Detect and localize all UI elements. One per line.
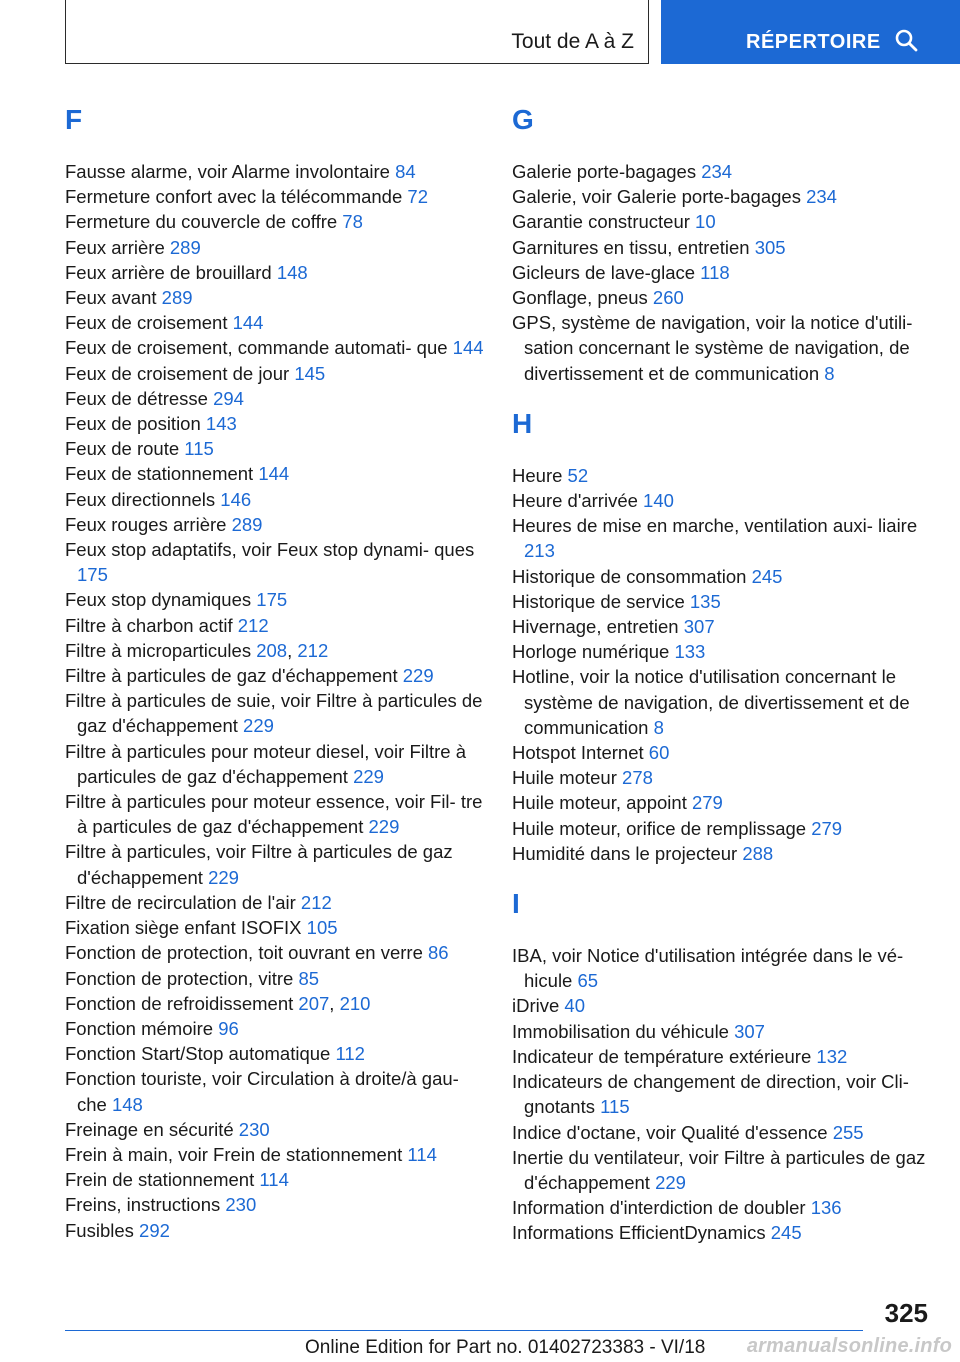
page-link[interactable]: 114 [407, 1143, 437, 1165]
page-link[interactable]: 234 [701, 161, 733, 182]
section-letter: I [512, 888, 520, 920]
page-link[interactable]: 234 [806, 186, 837, 208]
index-entry [512, 1145, 932, 1195]
index-entry [512, 841, 932, 866]
index-entry [512, 639, 932, 664]
index-entry [65, 1041, 485, 1066]
index-entry [65, 461, 485, 486]
index-entry [65, 260, 485, 285]
index-entry [512, 790, 932, 815]
index-entry-text: Heure [512, 464, 563, 486]
index-entry [65, 663, 485, 688]
footer-divider [65, 1330, 863, 1331]
index-entry-text: iDrive [512, 995, 560, 1017]
page-link[interactable]: 115 [184, 438, 214, 460]
index-entry [65, 537, 485, 587]
index-entry-text: Filtre à particules de gaz d'échappement [65, 665, 398, 687]
index-entry-text: Indicateurs de changement de direction, voir Cli‐ gnotants [512, 1071, 909, 1118]
index-entry [65, 512, 485, 537]
page-link[interactable]: 144 [232, 312, 264, 334]
index-entry-text: Hivernage, entretien [512, 616, 679, 638]
page-link[interactable]: 112 [335, 1043, 365, 1065]
index-entry-text: Feux de croisement, commande automati‐ que [65, 337, 448, 359]
page-link[interactable]: 229 [655, 1171, 686, 1193]
index-entry [512, 235, 932, 260]
index-entry-text: Horloge numérique [512, 641, 670, 663]
footer-edition-text: Online Edition for Part no. 01402723383 - VI/18 [305, 1337, 706, 1358]
index-entry-text: Fermeture confort avec la télécommande [65, 186, 403, 208]
page-link[interactable]: 260 [652, 287, 684, 309]
page-link[interactable]: 96 [218, 1017, 239, 1039]
index-entry [512, 260, 932, 285]
page-link[interactable]: 72 [407, 186, 428, 208]
index-entry [65, 386, 485, 411]
index-entry-text: Freinage en sécurité [65, 1118, 234, 1140]
index-entry [65, 361, 485, 386]
index-entry-text: Fonction de refroidissement [65, 992, 294, 1014]
index-entry-text: Fonction touriste, voir Circulation à droite/à gau‐ che [65, 1068, 459, 1115]
index-entry: Filtre à microparticules 208, 212 [65, 639, 329, 661]
index-entry [65, 1192, 485, 1217]
page-link[interactable]: 143 [205, 413, 237, 435]
index-entry [65, 335, 485, 360]
index-entry-text: Frein de stationnement [65, 1169, 255, 1191]
index-entry [65, 235, 485, 260]
index-entry-text: Garnitures en tissu, entretien [512, 236, 750, 258]
page-link[interactable]: 140 [643, 490, 674, 512]
page-link[interactable]: 118 [700, 261, 730, 283]
page-link[interactable]: 10 [695, 211, 716, 233]
index-entry-text: Filtre de recirculation de l'air [65, 891, 296, 913]
index-entry [512, 310, 932, 386]
index-entry [512, 816, 932, 841]
page-link[interactable]: 294 [213, 387, 244, 409]
index-entry-text: Garantie constructeur [512, 211, 690, 233]
index-entry-text: Fonction de protection, toit ouvrant en verre [65, 942, 423, 964]
page-link[interactable]: 135 [689, 590, 721, 612]
page-link[interactable]: 230 [225, 1194, 257, 1216]
page-link[interactable]: 105 [306, 917, 338, 939]
index-entry-text: Hotline, voir la notice d'utilisation concernant le système de navigation, de divertissement et de communication [512, 666, 910, 738]
page-link[interactable]: 210 [339, 992, 371, 1014]
index-entry-text: Feux de croisement de jour [65, 362, 290, 384]
index-entry-text: Indice d'octane, voir Qualité d'essence [512, 1121, 828, 1143]
page-link[interactable]: 136 [810, 1197, 842, 1219]
index-entry [512, 993, 932, 1018]
page-link[interactable]: 245 [770, 1222, 802, 1244]
index-entry [65, 411, 485, 436]
section-letter: F [65, 104, 83, 135]
index-entry [65, 310, 485, 335]
index-column-right [512, 103, 932, 1267]
index-entry-text: Feux rouges arrière [65, 513, 227, 535]
index-entry-text: Fonction Start/Stop automatique [65, 1043, 331, 1065]
index-entry [512, 614, 932, 639]
index-entry-text: IBA, voir Notice d'utilisation intégrée dans le vé‐ hicule [512, 945, 904, 992]
index-entry [512, 463, 932, 488]
index-entry-text: Filtre à microparticules [65, 639, 252, 661]
page-link[interactable]: 78 [342, 211, 363, 233]
index-entry-text: Huile moteur, appoint [512, 792, 687, 814]
page-link[interactable]: 229 [208, 866, 239, 888]
page-link[interactable]: 133 [674, 641, 706, 663]
index-section-f [65, 103, 485, 1243]
page-link[interactable]: 115 [600, 1096, 630, 1118]
index-entry [65, 966, 485, 991]
header-tab-tout-de-a-a-z[interactable] [65, 0, 649, 64]
index-entry [512, 159, 932, 184]
index-entry [65, 1142, 485, 1167]
page-link[interactable]: 229 [402, 665, 434, 687]
index-entry [65, 285, 485, 310]
page-link[interactable]: 144 [452, 337, 484, 359]
index-entry [512, 1069, 932, 1119]
page-link[interactable]: 52 [567, 464, 589, 486]
index-section-i [512, 887, 932, 1245]
page-link[interactable]: 8 [653, 716, 664, 738]
page-link[interactable]: 132 [816, 1045, 848, 1067]
page-number: 325 [884, 1298, 928, 1328]
page-link[interactable]: 229 [353, 765, 384, 787]
section-letter: H [512, 407, 533, 439]
page-link[interactable]: 144 [258, 463, 290, 485]
index-entry [512, 664, 932, 740]
index-entry-text: Feux de route [65, 438, 180, 460]
header-tab-label: Tout de A à Z [511, 30, 634, 53]
index-entry [65, 839, 485, 889]
page-link[interactable]: 148 [111, 1093, 143, 1115]
index-entry-text: Heures de mise en marche, ventilation auxi‐ liaire [512, 515, 918, 537]
index-entry [65, 688, 485, 738]
index-entry [65, 613, 485, 638]
index-entry [512, 1044, 932, 1069]
index-entry-text: Feux stop adaptatifs, voir Feux stop dynami‐ ques [65, 539, 475, 561]
search-icon[interactable] [894, 28, 918, 52]
index-entry-text: Humidité dans le projecteur [512, 842, 738, 864]
page-link[interactable]: 40 [564, 995, 585, 1017]
index-entry [512, 564, 932, 589]
index-entry [65, 487, 485, 512]
page-link[interactable]: 230 [238, 1118, 270, 1140]
page-link[interactable]: 8 [824, 362, 835, 384]
index-entry [65, 1016, 485, 1041]
page-link[interactable]: 288 [742, 842, 774, 864]
index-column-left [65, 103, 485, 1264]
index-entry-text: Gonflage, pneus [512, 287, 648, 309]
page-link[interactable]: 307 [734, 1020, 765, 1042]
index-entry-text: Fonction de protection, vitre [65, 967, 294, 989]
index-entry [65, 915, 485, 940]
page-link[interactable]: 85 [298, 967, 320, 989]
page-link[interactable]: 212 [300, 891, 332, 913]
index-entry-text: Feux arrière de brouillard [65, 261, 272, 283]
index-entry-text: Heure d'arrivée [512, 490, 638, 512]
index-entry-text: Fausse alarme, voir Alarme involontaire [65, 161, 390, 182]
index-entry-text: Frein à main, voir Frein de stationnement [65, 1143, 403, 1165]
index-entry-text: Filtre à particules pour moteur diesel, voir Filtre à particules de gaz d'échappement [65, 740, 466, 787]
index-entry-text: Feux de détresse [65, 387, 208, 409]
index-entry-text: Filtre à particules, voir Filtre à particules de gaz d'échappement [65, 841, 453, 888]
index-entry-text: Fonction mémoire [65, 1017, 214, 1039]
index-entry-text: Feux stop dynamiques [65, 589, 252, 611]
index-entry-text: Feux de croisement [65, 312, 228, 334]
header-tab-label-active: RÉPERTOIRE [746, 31, 881, 53]
page-link[interactable]: 229 [368, 816, 400, 838]
index-entry [512, 513, 932, 563]
page-link[interactable]: 245 [751, 565, 783, 587]
index-entry [512, 765, 932, 790]
index-entry [512, 184, 932, 209]
page-link[interactable]: 175 [77, 564, 108, 586]
page-link[interactable]: 146 [220, 488, 252, 510]
index-entry [65, 184, 485, 209]
index-entry-text: Gicleurs de lave-glace [512, 261, 696, 283]
index-entry [512, 589, 932, 614]
index-entry [512, 1220, 932, 1245]
index-entry [512, 1195, 932, 1220]
index-entry [65, 789, 485, 839]
page-link[interactable]: 307 [683, 616, 715, 638]
index-entry-text: GPS, système de navigation, voir la notice d'utili‐ sation concernant le système de navigation, de divertissement et de communication [512, 312, 913, 384]
watermark-logo: armanualsonline.info [746, 1335, 952, 1357]
page-link[interactable]: 289 [161, 287, 193, 309]
page-link[interactable]: 212 [297, 639, 329, 661]
index-entry [65, 209, 485, 234]
index-entry-text: Historique de service [512, 590, 685, 612]
index-section-g [512, 103, 932, 386]
index-entry [65, 436, 485, 461]
index-entry [512, 1120, 932, 1145]
index-entry-text: Feux de position [65, 413, 201, 435]
index-entry-text: Fusibles [65, 1219, 134, 1241]
page-link[interactable]: 175 [256, 589, 288, 611]
index-entry-text: Galerie, voir Galerie porte-bagages [512, 186, 801, 208]
index-entry-text: Indicateur de température extérieure [512, 1045, 812, 1067]
index-entry [512, 1019, 932, 1044]
index-entry-text: Informations EfficientDynamics [512, 1222, 766, 1244]
page-link[interactable]: 114 [259, 1169, 289, 1191]
page-link[interactable]: 207 [298, 992, 330, 1014]
page-link[interactable]: 289 [169, 236, 201, 258]
page-link[interactable]: 279 [811, 817, 843, 839]
page-link[interactable]: 255 [832, 1121, 864, 1143]
page-link[interactable]: 86 [428, 942, 449, 964]
index-entry-text: Filtre à particules de suie, voir Filtre à particules de gaz d'échappement [65, 690, 483, 737]
index-entry-text: Filtre à charbon actif [65, 614, 233, 636]
page-link[interactable]: 212 [237, 614, 269, 636]
index-entry-text: Freins, instructions [65, 1194, 221, 1216]
page-link[interactable]: 208 [256, 639, 288, 661]
index-entry [65, 739, 485, 789]
index-entry [512, 488, 932, 513]
index-entry-text: Hotspot Internet [512, 742, 644, 764]
index-entry [65, 1117, 485, 1142]
index-entry [65, 1167, 485, 1192]
page-link[interactable]: 279 [691, 792, 723, 814]
index-entry-text: Huile moteur, orifice de remplissage [512, 817, 807, 839]
page-link[interactable]: 292 [139, 1219, 170, 1241]
page-link[interactable]: 65 [577, 970, 599, 992]
index-entry-text: Feux arrière [65, 236, 165, 258]
index-entry-text: Feux de stationnement [65, 463, 254, 485]
index-entry [65, 940, 485, 965]
index-entry-text: Huile moteur [512, 767, 617, 789]
index-entry: Fonction de refroidissement 207, 210 [65, 992, 371, 1014]
index-entry-text: Information d'interdiction de doubler [512, 1197, 806, 1219]
index-entry [512, 285, 932, 310]
page-link[interactable]: 145 [294, 362, 326, 384]
index-entry-text: Historique de consommation [512, 565, 747, 587]
index-entry [512, 943, 932, 993]
page-link[interactable]: 289 [231, 513, 263, 535]
index-entry-text: Feux directionnels [65, 488, 216, 510]
index-entry [65, 159, 485, 184]
index-entry [65, 587, 485, 612]
page-link[interactable]: 278 [622, 767, 653, 789]
page-link[interactable]: 213 [524, 540, 555, 562]
index-entry-text: Inertie du ventilateur, voir Filtre à particules de gaz d'échappement [512, 1146, 926, 1193]
index-section-h [512, 407, 932, 866]
index-entry [512, 209, 932, 234]
page-link[interactable]: 229 [243, 715, 274, 737]
index-entry [65, 1218, 485, 1243]
index-entry-text: Filtre à particules pour moteur essence, voir Fil‐ tre à particules de gaz d'échappement [65, 791, 483, 838]
header-tab-repertoire[interactable] [661, 0, 960, 64]
page-link[interactable]: 148 [276, 261, 308, 283]
page-link[interactable]: 60 [648, 742, 670, 764]
index-entry-text: Fermeture du couvercle de coffre [65, 211, 338, 233]
index-entry-text: Galerie porte-bagages [512, 161, 697, 182]
index-entry-text: Fixation siège enfant ISOFIX [65, 917, 302, 939]
index-entry [512, 740, 932, 765]
index-entry-text: Immobilisation du véhicule [512, 1020, 729, 1042]
index-entry [65, 890, 485, 915]
section-letter: G [512, 104, 534, 135]
index-entry [65, 1066, 485, 1116]
index-entry-text: Feux avant [65, 287, 157, 309]
page-link[interactable]: 305 [754, 236, 786, 258]
page-link[interactable]: 84 [395, 161, 416, 182]
